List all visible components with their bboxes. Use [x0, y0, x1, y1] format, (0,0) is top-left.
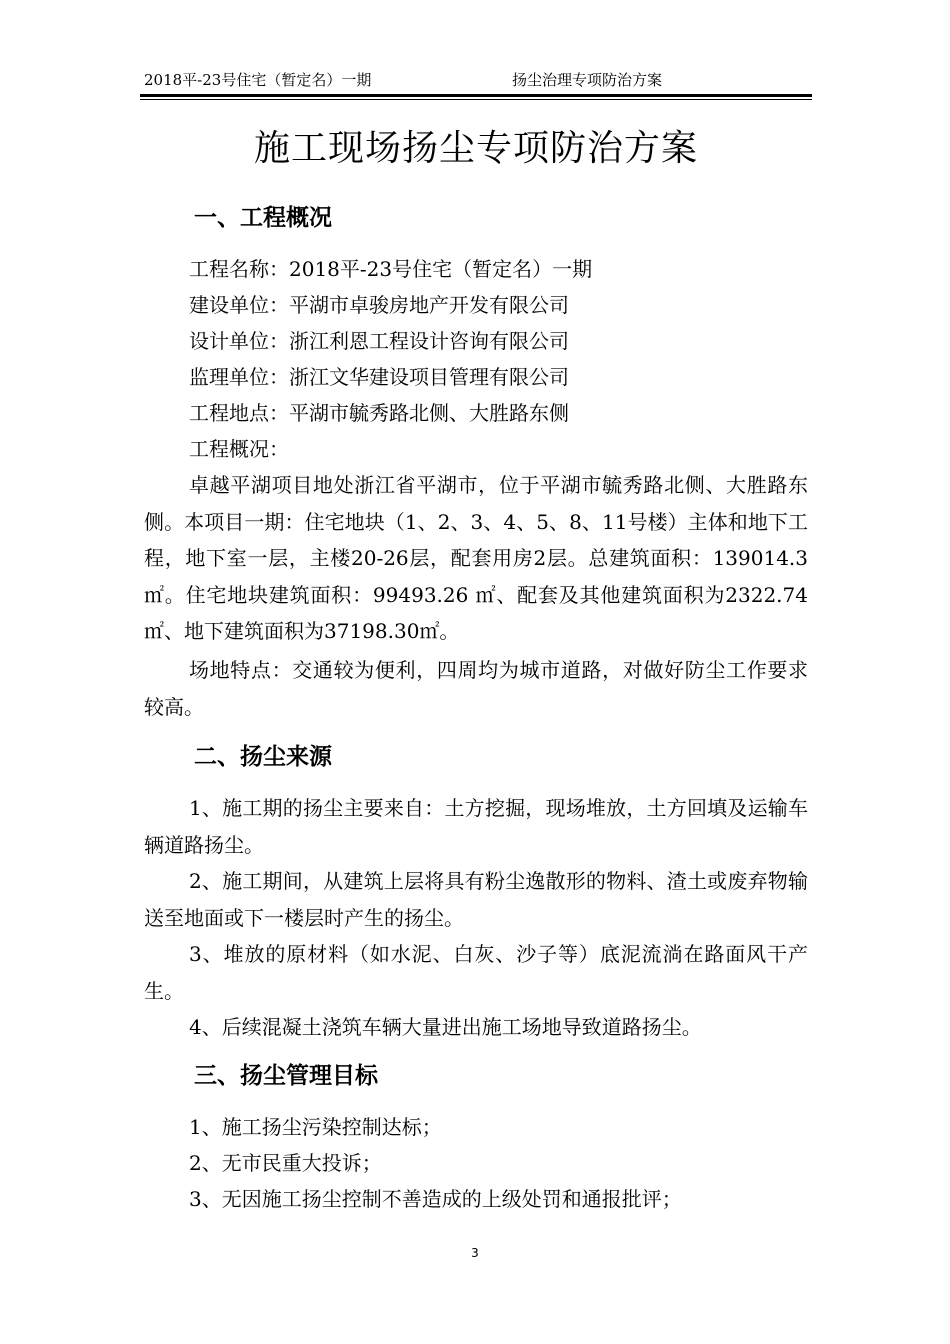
section-heading-dust-sources: 二、扬尘来源	[194, 744, 332, 770]
dust-source-item-2: 2、施工期间，从建筑上层将具有粉尘逸散形的物料、渣土或废弃物输送至地面或下一楼层时产生的扬尘。	[144, 869, 808, 930]
header-project-name: 2018平-23号住宅（暂定名）一期	[144, 71, 372, 89]
supervisor-line: 监理单位：浙江文华建设项目管理有限公司	[189, 365, 569, 389]
site-features-paragraph: 场地特点：交通较为便利，四周均为城市道路，对做好防尘工作要求较高。	[144, 658, 808, 719]
location-line: 工程地点：平湖市毓秀路北侧、大胜路东侧	[189, 401, 569, 425]
header-document-title: 扬尘治理专项防治方案	[512, 71, 663, 89]
dust-source-item-1: 1、施工期的扬尘主要来自：土方挖掘，现场堆放，土方回填及运输车辆道路扬尘。	[144, 796, 808, 857]
document-title: 施工现场扬尘专项防治方案	[253, 128, 698, 169]
header-rule-thick	[140, 94, 812, 97]
builder-line: 建设单位：平湖市卓骏房地产开发有限公司	[189, 293, 569, 317]
designer-line: 设计单位：浙江利恩工程设计咨询有限公司	[189, 329, 569, 353]
overview-label: 工程概况：	[189, 437, 289, 461]
section-heading-overview: 一、工程概况	[194, 205, 332, 231]
section-heading-management-goals: 三、扬尘管理目标	[194, 1063, 378, 1089]
goal-item-1: 1、施工扬尘污染控制达标；	[189, 1115, 442, 1139]
dust-source-item-4: 4、后续混凝土浇筑车辆大量进出施工场地导致道路扬尘。	[189, 1015, 702, 1039]
page-header	[140, 70, 812, 94]
goal-item-2: 2、无市民重大投诉；	[189, 1151, 382, 1175]
overview-paragraph: 卓越平湖项目地处浙江省平湖市，位于平湖市毓秀路北侧、大胜路东侧。本项目一期：住宅地块（1、2、3、4、5、8、11号楼）主体和地下工程，地下室一层，主楼20-26层，配套用房2层。总建筑面积：139014.3㎡。住宅地块建筑面积：99493.26 ㎡、配套及其他建筑面积为2322.74 ㎡、地下建筑面积为37198.30㎡。	[144, 473, 808, 643]
goal-item-3: 3、无因施工扬尘控制不善造成的上级处罚和通报批评；	[189, 1187, 682, 1211]
header-rule-thin	[140, 99, 812, 100]
project-name-line: 工程名称：2018平-23号住宅（暂定名）一期	[189, 257, 593, 281]
page-number: 3	[471, 1246, 479, 1260]
dust-source-item-3: 3、堆放的原材料（如水泥、白灰、沙子等）底泥流淌在路面风干产生。	[144, 942, 808, 1003]
